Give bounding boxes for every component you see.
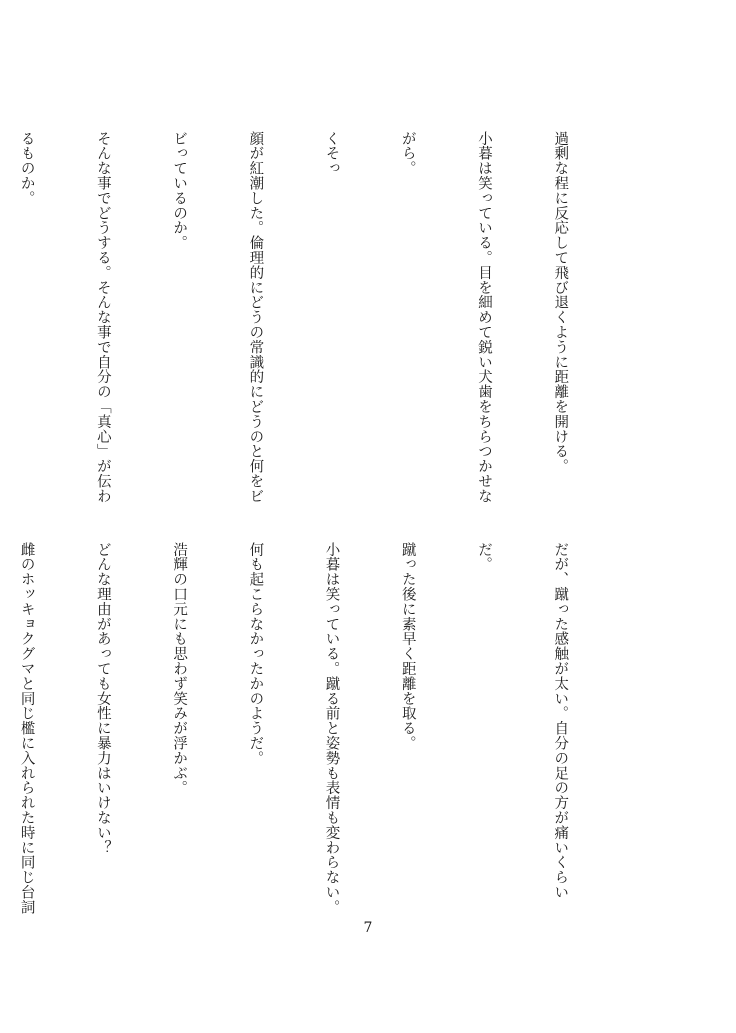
text-column: 雌のホッキョクグマと同じ檻に入れられた時に同じ台詞 bbox=[18, 542, 35, 915]
text-column: くそっ bbox=[323, 131, 340, 176]
text-column: 小暮は笑っている。目を細めて鋭い犬歯をちらつかせな bbox=[475, 131, 492, 504]
text-column: るものか。 bbox=[18, 131, 35, 206]
text-column: ビっているのか。 bbox=[171, 131, 188, 251]
text-column: どんな理由があっても女性に暴力はいけない？ bbox=[94, 542, 111, 855]
text-column: そんな事でどうする。そんな事で自分の「真心」が伝わ bbox=[94, 131, 111, 504]
lower-text-block bbox=[18, 542, 623, 915]
upper-text-block bbox=[18, 131, 623, 504]
text-column: だ。 bbox=[475, 542, 492, 572]
text-column: 過剰な程に反応して飛び退くように距離を開ける。 bbox=[552, 131, 569, 474]
text-column: 何も起こらなかったかのようだ。 bbox=[247, 542, 264, 766]
text-column: 蹴った後に素早く距離を取る。 bbox=[399, 542, 416, 751]
text-column: 顔が紅潮した。倫理的にどうの常識的にどうのと何をビ bbox=[247, 131, 264, 504]
text-column: 浩輝の口元にも思わず笑みが浮かぶ。 bbox=[171, 542, 188, 796]
text-column: だが、蹴った感触が太い。自分の足の方が痛いくらい bbox=[552, 542, 569, 900]
page-number: 7 bbox=[363, 920, 373, 936]
text-column: 小暮は笑っている。蹴る前と姿勢も表情も変わらない。 bbox=[323, 542, 340, 915]
text-column: がら。 bbox=[399, 131, 416, 176]
